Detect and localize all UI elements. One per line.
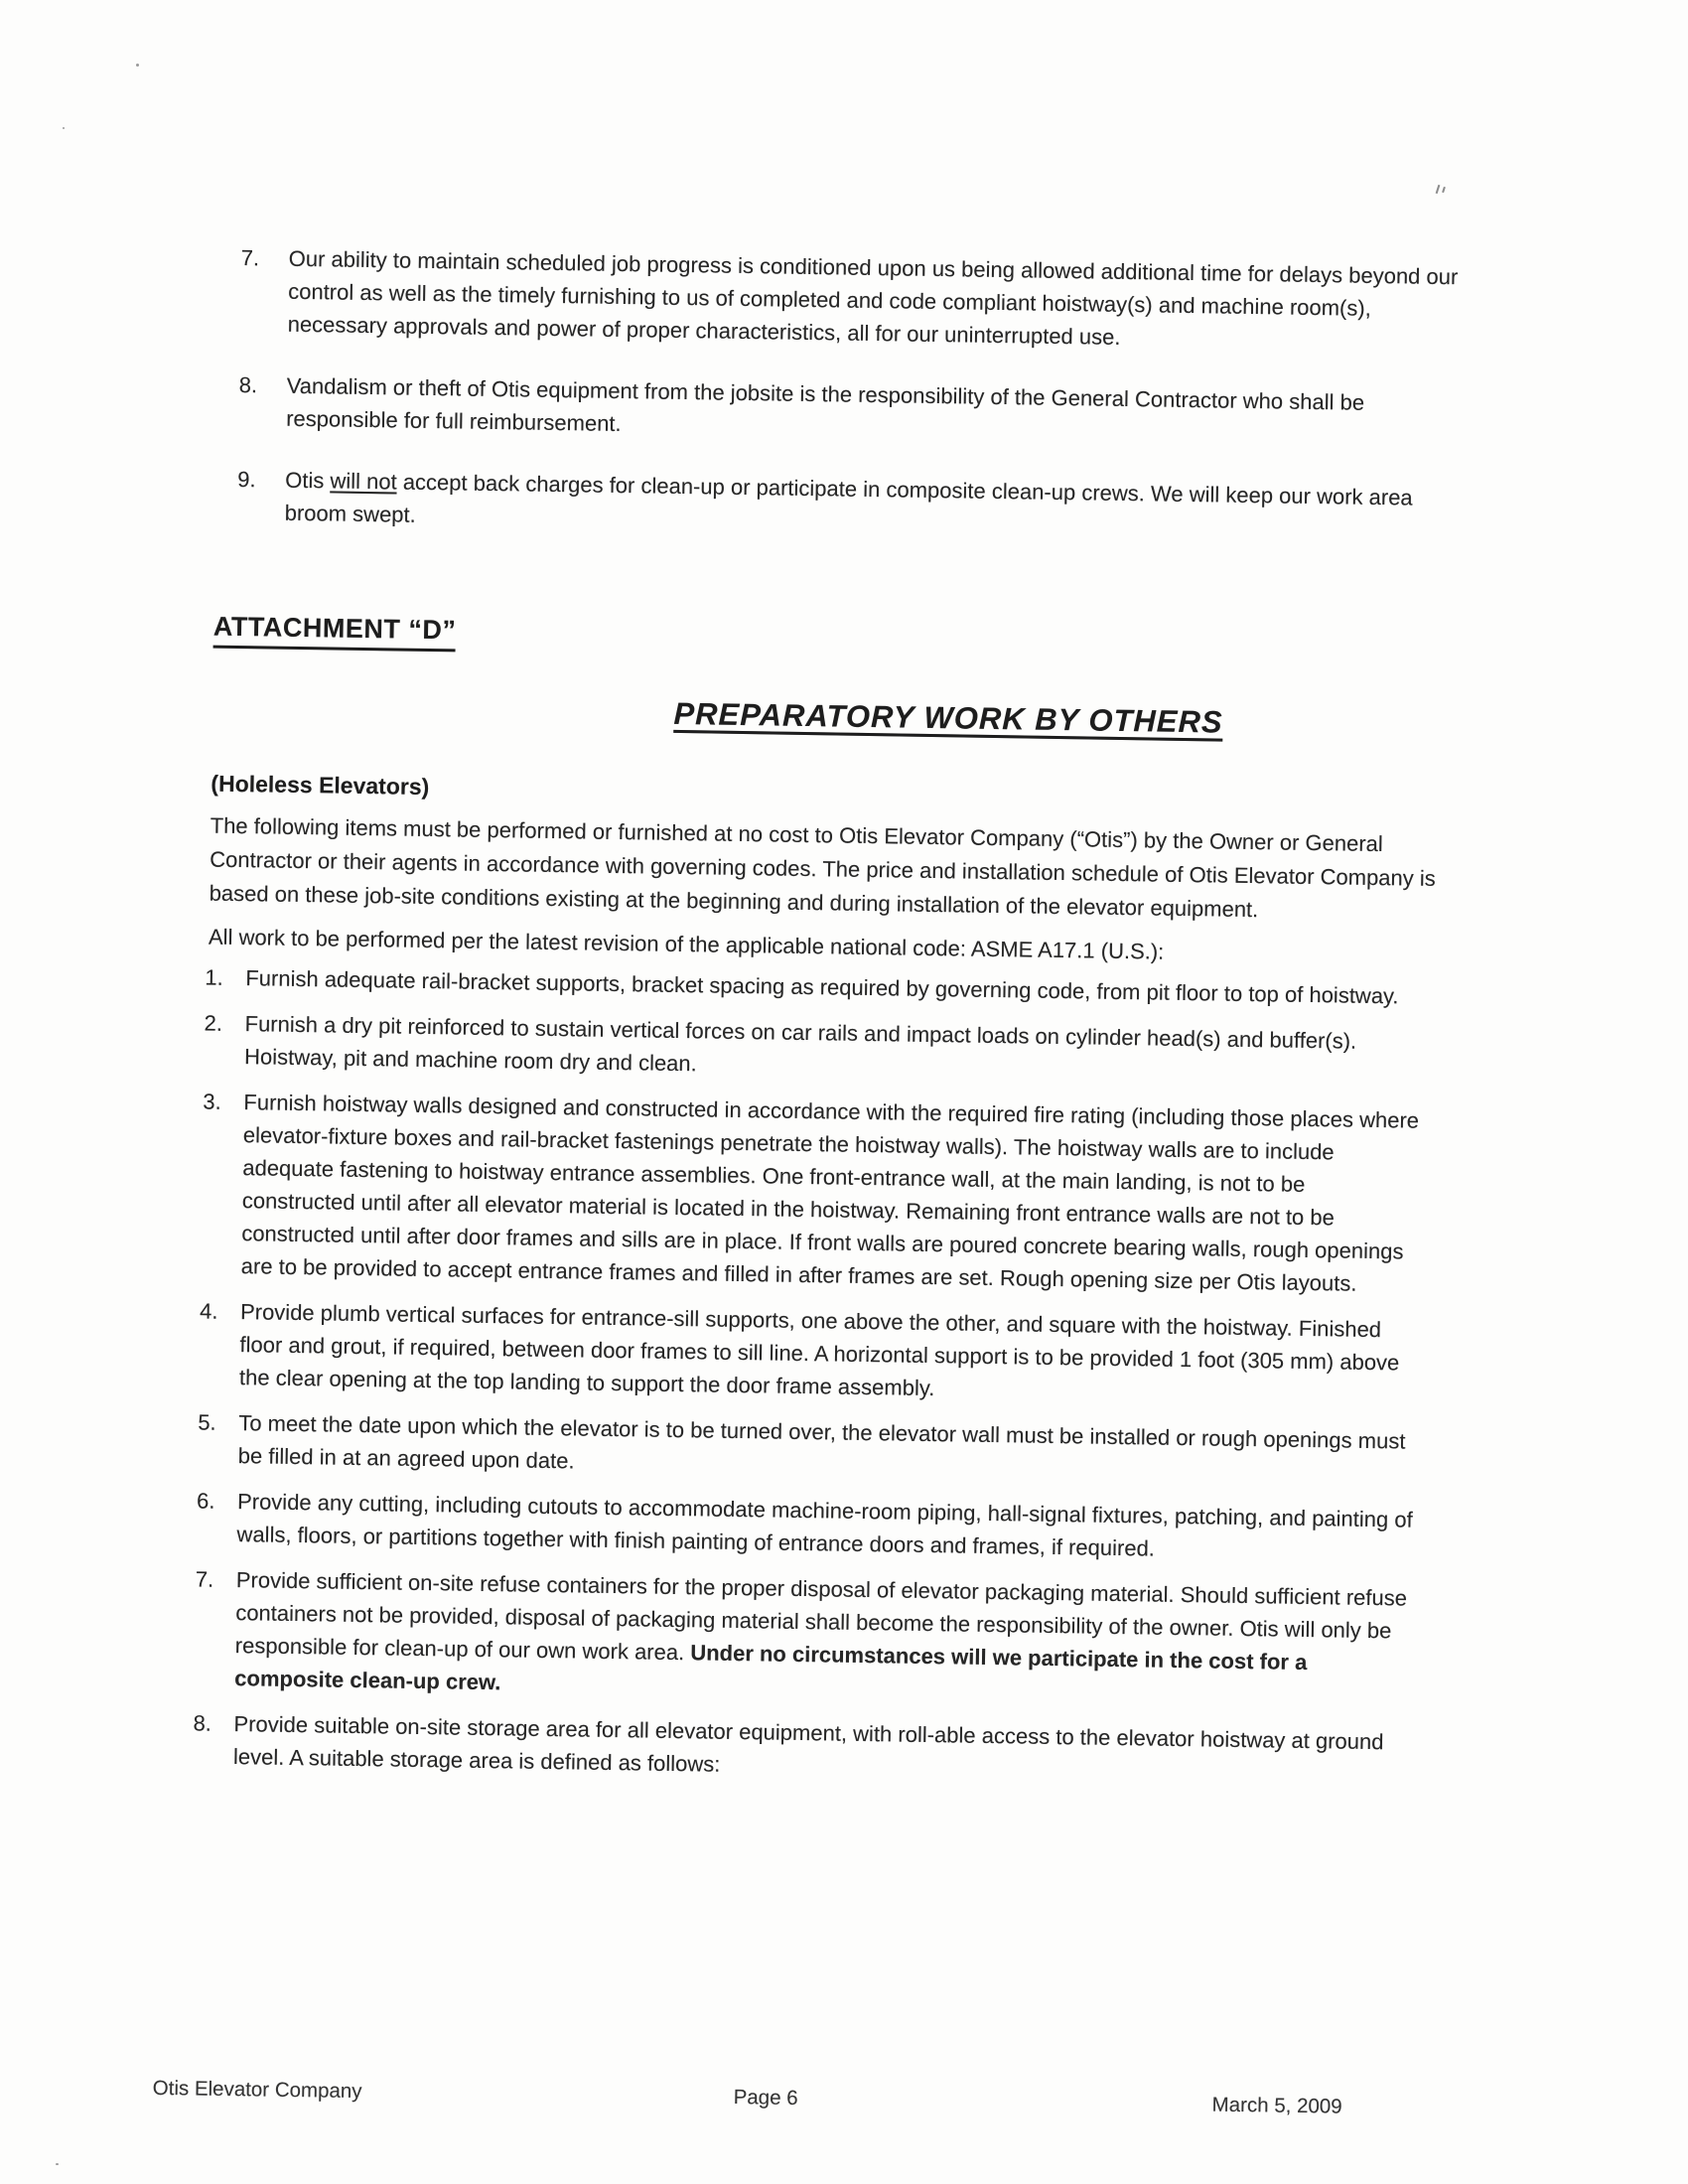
text-segment: Otis — [285, 467, 331, 494]
list-item-number: 3. — [203, 1089, 221, 1114]
list-item — [196, 1484, 1414, 1568]
list-item-text: Provide suitable on-site storage area for all elevator equipment, with roll-able access to the elevator hoistway at ground level. A suitable storage area is defined as follows: — [232, 1711, 1384, 1777]
footer-page-number: Page 6 — [733, 2086, 798, 2111]
list-item-text: To meet the date upon which the elevator is to be turned over, the elevator wall must be installed or rough openings must be filled in at an agreed upon date. — [237, 1410, 1406, 1474]
list-item — [236, 463, 1457, 547]
list-item-text — [284, 464, 1457, 548]
list-item-text: Our ability to maintain scheduled job progress is conditioned upon us being allowed additional time for delays beyond our control as well as the timely furnishing to us of completed and code compliant hoistway(s) and machine room(s), necessary approvals and power of proper characteristics, all for our uninterrupted use. — [287, 245, 1459, 350]
general-conditions-list — [236, 0, 1464, 547]
section-title — [325, 690, 1571, 746]
list-item — [239, 241, 1460, 359]
list-item-number: 6. — [196, 1488, 215, 1514]
list-item-text — [234, 1563, 1413, 1713]
footer-company: Otis Elevator Company — [152, 2076, 362, 2104]
attachment-heading — [213, 612, 1682, 671]
intro-paragraph: The following items must be performed or furnished at no cost to Otis Elevator Company (“Otis”) by the Owner or General Contractor or their agents in accordance with governing codes. The price and installation schedule of Otis Elevator Company is based on these job-site conditions existing at the beginning and during installation of the elevator equipment. — [209, 812, 1436, 923]
list-item-number: 5. — [198, 1409, 216, 1435]
list-item — [201, 1086, 1421, 1301]
list-item-number: 8. — [193, 1710, 212, 1736]
list-item-number: 4. — [199, 1298, 218, 1324]
list-item-text: Furnish a dry pit reinforced to sustain vertical forces on car rails and impact loads on cylinder head(s) and buffer(s). Hoistway, pit and machine room dry and clean. — [243, 1011, 1357, 1077]
list-item — [238, 368, 1459, 453]
footer-date: March 5, 2009 — [1211, 2093, 1342, 2118]
list-item-number: 7. — [195, 1566, 214, 1592]
list-item — [193, 1706, 1411, 1791]
list-item-text: Provide any cutting, including cutouts to accommodate machine-room piping, hall-signal fixtures, patching, and painting of walls, floors, or partitions together with finish painting of entrance doors and frames, if required. — [236, 1489, 1413, 1561]
page-footer — [0, 2074, 1659, 2118]
list-item — [204, 1007, 1422, 1092]
list-item-number: 2. — [204, 1010, 223, 1036]
list-item — [199, 1294, 1417, 1411]
list-item-text: Provide plumb vertical surfaces for entrance-sill supports, one above the other, and square with the hoistway. Finished floor and grout, if required, between door frames to sill line. A horizontal support is to be provided 1 foot (305 mm) above the clear opening at the top landing to support the door frame assembly. — [238, 1299, 1400, 1401]
bold-text-segment: Under no circumstances will we participate in the cost for a composite clean-up crew. — [234, 1640, 1308, 1695]
list-item — [194, 1562, 1413, 1712]
list-item-text: Vandalism or theft of Otis equipment from the jobsite is the responsibility of the General Contractor who shall be responsible for full reimbursement. — [286, 372, 1365, 437]
list-item-text: Furnish hoistway walls designed and constructed in accordance with the required fire rating (including those places where elevator-fixture boxes and rail-bracket fastenings penetrate the hoistway walls). The hoistway walls are to include adequate fastening to hoistway entrance assemblies. One front-entrance wall, at the main landing, is not to be constructed until after all elevator material is located in the hoistway. Remaining front entrance walls are not to be constructed until after door frames and sills are in place. If front walls are poured concrete bearing walls, rough openings are to be provided to accept entrance frames and filled in after frames are set. Rough opening size per Otis layouts. — [240, 1090, 1420, 1296]
list-item-number: 8. — [238, 371, 258, 398]
preparatory-work-list — [193, 961, 1423, 1792]
list-item-number: 9. — [237, 466, 256, 493]
attachment-heading-text: ATTACHMENT “D” — [213, 612, 457, 653]
subheading-holeless-elevators: (Holeless Elevators) — [211, 770, 430, 801]
section-title-text: PREPARATORY WORK BY OTHERS — [673, 695, 1223, 740]
list-item-number: 1. — [205, 964, 223, 990]
underlined-text-segment: will not — [330, 468, 397, 495]
list-item-text: Furnish adequate rail-bracket supports, bracket spacing as required by governing code, from pit floor to top of hoistway. — [245, 965, 1399, 1009]
list-item-number: 7. — [240, 244, 260, 271]
text-segment: accept back charges for clean-up or participate in composite clean-up crews. We will keep our work area broom swept. — [284, 469, 1413, 527]
text-segment: Provide sufficient on-site refuse containers for the proper disposal of elevator packaging material. Should sufficient refuse containers not be provided, disposal of packaging material shall become the responsibility of the owner. Otis will only be responsible for clean-up of our own work area. — [234, 1567, 1408, 1666]
code-requirement-line: All work to be performed per the latest revision of the applicable national code: ASME A17.1 (U.S.): — [208, 924, 1165, 964]
list-item — [198, 1405, 1416, 1490]
